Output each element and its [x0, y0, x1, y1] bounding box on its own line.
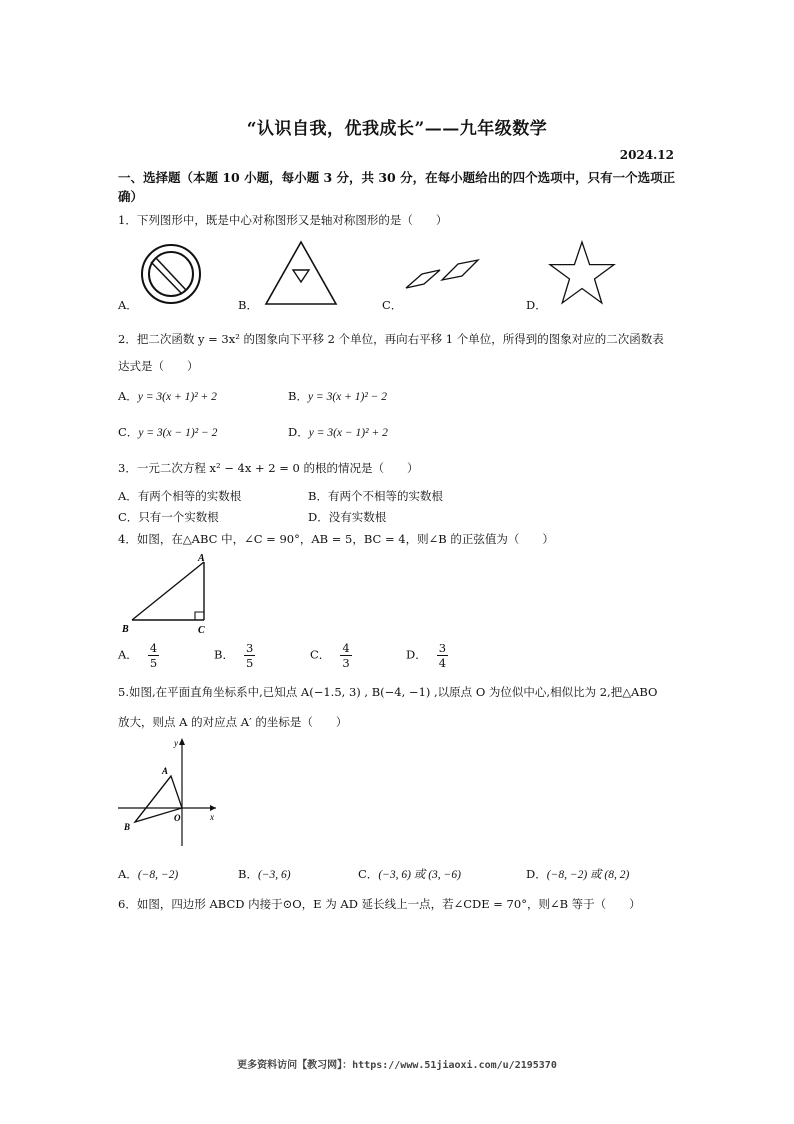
option-text: 只有一个实数根 — [138, 510, 219, 524]
point-a-label: A — [162, 766, 169, 776]
q5-option-c — [358, 866, 461, 882]
option-text: 没有实数根 — [328, 510, 387, 524]
option-label: A． — [118, 489, 138, 503]
q5-option-d — [526, 866, 629, 882]
option-expr: (−3, 6) 或 (3, −6) — [378, 869, 461, 881]
option-label: B． — [214, 647, 234, 662]
origin-label: O — [174, 813, 181, 823]
q5-option-b — [238, 866, 291, 882]
q4-triangle-figure — [118, 550, 218, 636]
x-axis-label: x — [210, 812, 214, 822]
option-label: C． — [310, 647, 331, 662]
q2-option-a — [118, 388, 217, 404]
q3-stem: 3．一元二次方程 x² − 4x + 2 = 0 的根的情况是（ ） — [118, 461, 419, 475]
q3-option-c — [118, 509, 219, 525]
q4-option-a — [118, 641, 159, 670]
y-axis-label: y — [174, 738, 178, 748]
q5-coordinate-figure — [116, 734, 222, 850]
q3-option-b — [308, 488, 443, 504]
q2-option-b — [288, 388, 387, 404]
q1-stem: 1．下列图形中，既是中心对称图形又是轴对称图形的是（ ） — [118, 213, 448, 227]
q5-option-a — [118, 866, 178, 882]
q5-stem-line1: 5.如图,在平面直角坐标系中,已知点 A(−1.5, 3) , B(−4, −1) ,以原点 O 为位似中心,相似比为 2,把△ABO — [118, 685, 658, 699]
option-label: A． — [118, 867, 138, 881]
option-label: C． — [358, 867, 379, 881]
fraction: $\frac{4}{3}$ — [342, 641, 350, 670]
option-label: A． — [118, 647, 138, 662]
option-expr: y = 3(x + 1)² + 2 — [137, 391, 217, 403]
q1-figure-a — [136, 242, 206, 306]
vertex-c-label: C — [198, 625, 205, 636]
q4-stem: 4．如图，在△ABC 中，∠C = 90°，AB = 5，BC = 4，则∠B 的正弦值为（ ） — [118, 532, 554, 546]
q1-label-d: D． — [526, 298, 547, 312]
q2-option-d — [288, 424, 388, 440]
q3-option-d — [308, 509, 386, 525]
q3-option-a — [118, 488, 241, 504]
exam-date: 2024.12 — [619, 148, 674, 162]
option-label: D． — [288, 425, 309, 439]
option-expr: y = 3(x + 1)² − 2 — [307, 391, 388, 403]
option-expr: y = 3(x − 1)² + 2 — [308, 427, 388, 439]
page-title: “认识自我，优我成长”——九年级数学 — [246, 119, 548, 139]
vertex-a-label: A — [198, 553, 205, 564]
q1-figure-b — [264, 240, 338, 306]
q2-stem-line2: 达式是（ ） — [118, 359, 199, 373]
option-label: A． — [118, 389, 138, 403]
q1-label-c: C． — [382, 298, 403, 312]
option-expr: (−8, −2) 或 (8, 2) — [546, 869, 630, 881]
option-expr: (−8, −2) — [137, 869, 179, 881]
option-label: B． — [238, 867, 258, 881]
option-expr: (−3, 6) — [257, 869, 291, 881]
option-label: D． — [308, 510, 329, 524]
vertex-b-label: B — [122, 624, 129, 635]
footer-link-text: 更多资料访问【教习网】：https://www.51jiaoxi.com/u/2195370 — [237, 1060, 557, 1071]
fraction: $\frac{3}{4}$ — [438, 641, 447, 670]
option-label: C． — [118, 510, 139, 524]
q1-figure-c — [400, 258, 482, 292]
option-text: 有两个相等的实数根 — [137, 489, 242, 503]
option-label: D． — [526, 867, 547, 881]
option-text: 有两个不相等的实数根 — [327, 489, 443, 503]
fraction: $\frac{3}{5}$ — [245, 641, 254, 670]
q4-option-c — [310, 641, 352, 670]
q5-stem-line2: 放大，则点 A 的对应点 A′ 的坐标是（ ） — [118, 715, 348, 729]
q1-figure-d — [548, 240, 616, 306]
option-label: B． — [288, 389, 308, 403]
option-label: B． — [308, 489, 328, 503]
q6-stem: 6．如图，四边形 ABCD 内接于⊙O，E 为 AD 延长线上一点，若∠CDE = 70°，则∠B 等于（ ） — [118, 897, 641, 911]
q4-option-b — [214, 641, 255, 670]
option-expr: y = 3(x − 1)² − 2 — [138, 427, 218, 439]
q2-option-c — [118, 424, 217, 440]
point-b-label: B — [124, 822, 131, 832]
q1-label-a: A． — [118, 298, 138, 312]
section-heading: 一、选择题（本题 10 小题，每小题 3 分，共 30 分，在每小题给出的四个选项中，只有一个选项正确） — [118, 170, 676, 204]
q2-stem-line1: 2．把二次函数 y = 3x² 的图象向下平移 2 个单位，再向右平移 1 个单位，所得到的图象对应的二次函数表 — [118, 332, 664, 346]
q4-option-d — [406, 641, 448, 670]
option-label: D． — [406, 647, 427, 662]
fraction: $\frac{4}{5}$ — [149, 641, 158, 670]
q1-label-b: B． — [238, 298, 258, 312]
option-label: C． — [118, 425, 139, 439]
